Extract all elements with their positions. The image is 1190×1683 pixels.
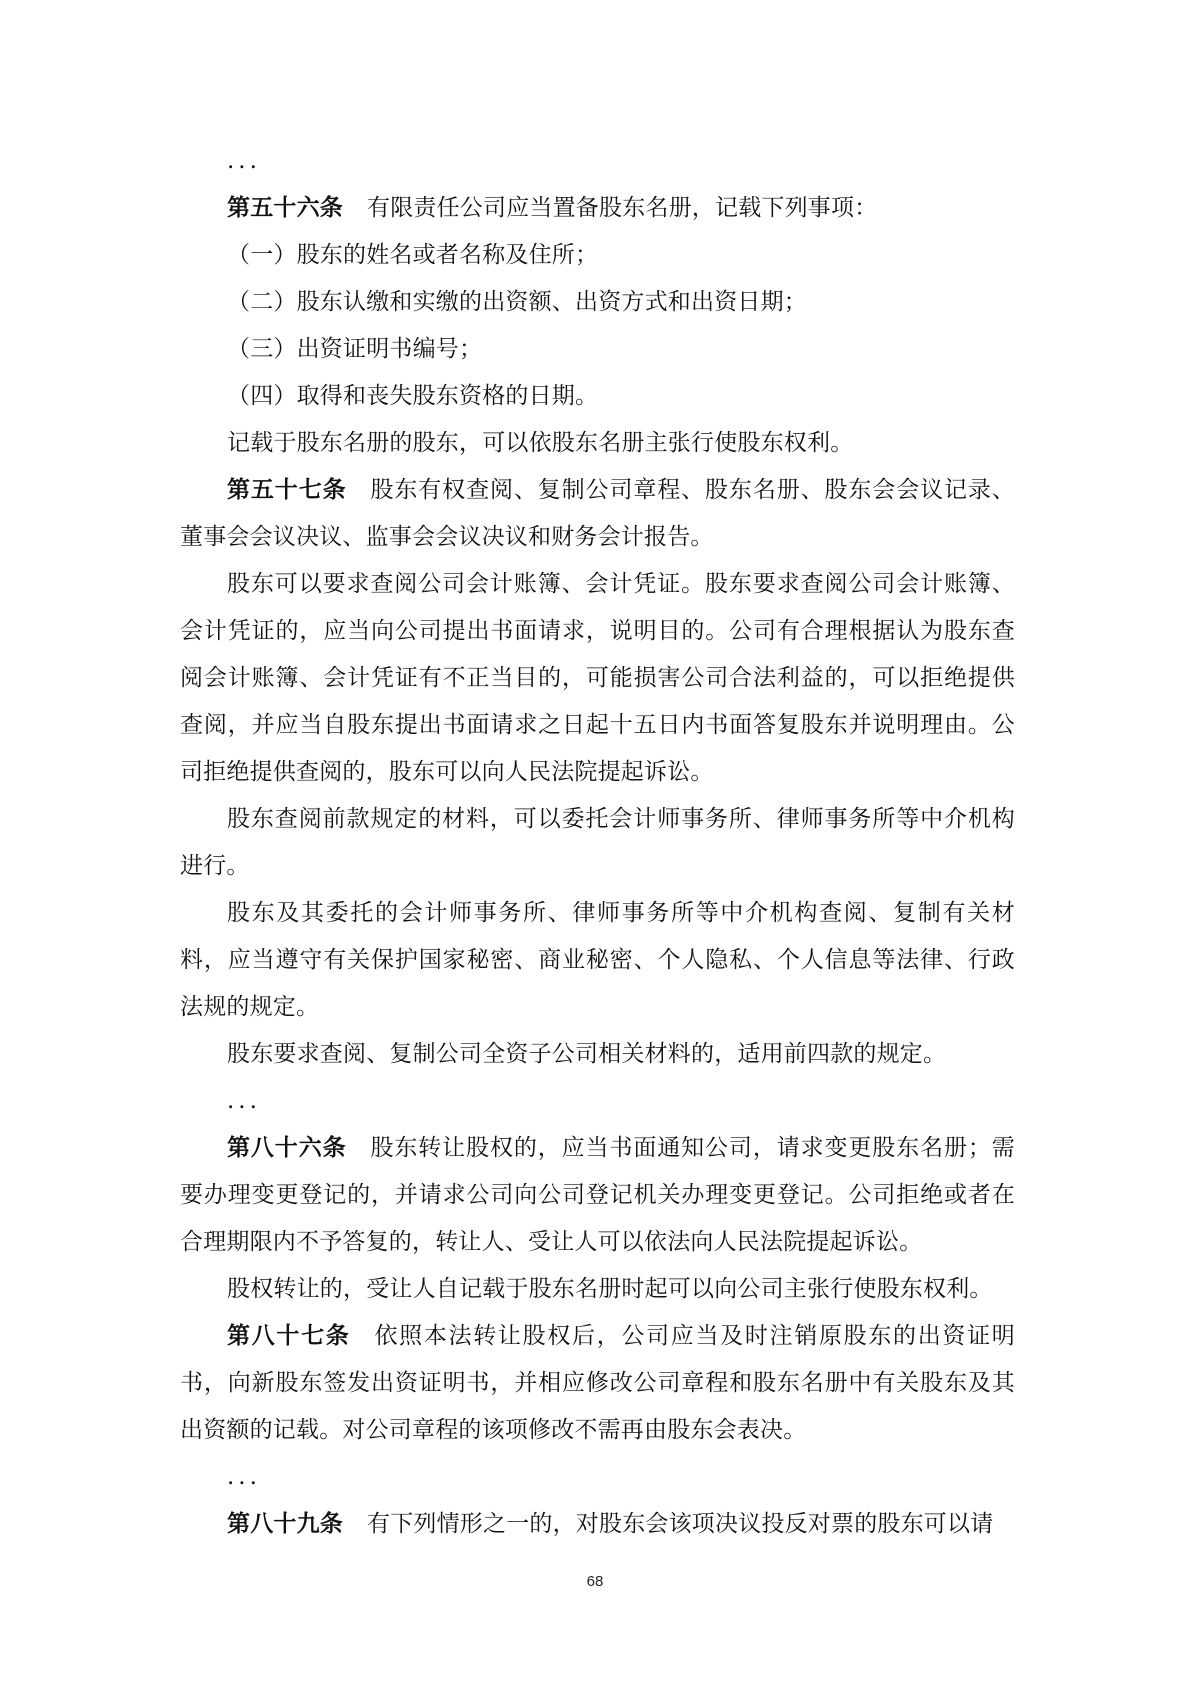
paragraph: （四）取得和丧失股东资格的日期。	[227, 383, 599, 409]
article-text: 有下列情形之一的，对股东会该项决议投反对票的股东可以请	[367, 1511, 994, 1537]
article-text: 股东有权查阅、复制公司章程、股东名册、股东会会议记录、董事会会议决议、监事会会议决议和财务会计报告。	[180, 477, 1015, 550]
ellipsis: ...	[227, 1088, 261, 1114]
ellipsis: ...	[227, 1464, 261, 1490]
article-57	[180, 467, 1015, 561]
article-text: 股东转让股权的，应当书面通知公司，请求变更股东名册；需要办理变更登记的，并请求公司向公司登记机关办理变更登记。公司拒绝或者在合理期限内不予答复的，转让人、受让人可以依法向人民法院提起诉讼。	[180, 1135, 1015, 1255]
page-number: 68	[586, 1573, 604, 1590]
paragraph: （一）股东的姓名或者名称及住所；	[227, 242, 599, 268]
paragraph: 股东可以要求查阅公司会计账簿、会计凭证。股东要求查阅公司会计账簿、会计凭证的，应当向公司提出书面请求，说明目的。公司有合理根据认为股东查阅会计账簿、会计凭证有不正当目的，可能损害公司合法利益的，可以拒绝提供查阅，并应当自股东提出书面请求之日起十五日内书面答复股东并说明理由。公司拒绝提供查阅的，股东可以向人民法院提起诉讼。	[180, 571, 1015, 785]
paragraph: 股权转让的，受让人自记载于股东名册时起可以向公司主张行使股东权利。	[227, 1276, 993, 1302]
article-title: 第五十七条	[227, 477, 347, 503]
paragraph: 记载于股东名册的股东，可以依股东名册主张行使股东权利。	[227, 430, 854, 456]
article-86	[180, 1125, 1015, 1266]
article-title: 第八十七条	[227, 1323, 351, 1349]
paragraph: （二）股东认缴和实缴的出资额、出资方式和出资日期；	[227, 289, 807, 315]
ellipsis: ...	[227, 148, 261, 174]
paragraph: 股东查阅前款规定的材料，可以委托会计师事务所、律师事务所等中介机构进行。	[180, 806, 1015, 879]
document-body	[180, 138, 1015, 1548]
article-title: 第五十六条	[227, 195, 343, 221]
article-title: 第八十九条	[227, 1511, 343, 1537]
paragraph: （三）出资证明书编号；	[227, 336, 483, 362]
paragraph: 股东及其委托的会计师事务所、律师事务所等中介机构查阅、复制有关材料，应当遵守有关保护国家秘密、商业秘密、个人隐私、个人信息等法律、行政法规的规定。	[180, 900, 1015, 1020]
article-56	[180, 185, 1015, 232]
article-89	[180, 1501, 1015, 1548]
article-87	[180, 1313, 1015, 1454]
paragraph: 股东要求查阅、复制公司全资子公司相关材料的，适用前四款的规定。	[227, 1041, 947, 1067]
article-title: 第八十六条	[227, 1135, 347, 1161]
article-text: 依照本法转让股权后，公司应当及时注销原股东的出资证明书，向新股东签发出资证明书，并相应修改公司章程和股东名册中有关股东及其出资额的记载。对公司章程的该项修改不需再由股东会表决。	[180, 1323, 1015, 1443]
article-text: 有限责任公司应当置备股东名册，记载下列事项：	[367, 195, 878, 221]
